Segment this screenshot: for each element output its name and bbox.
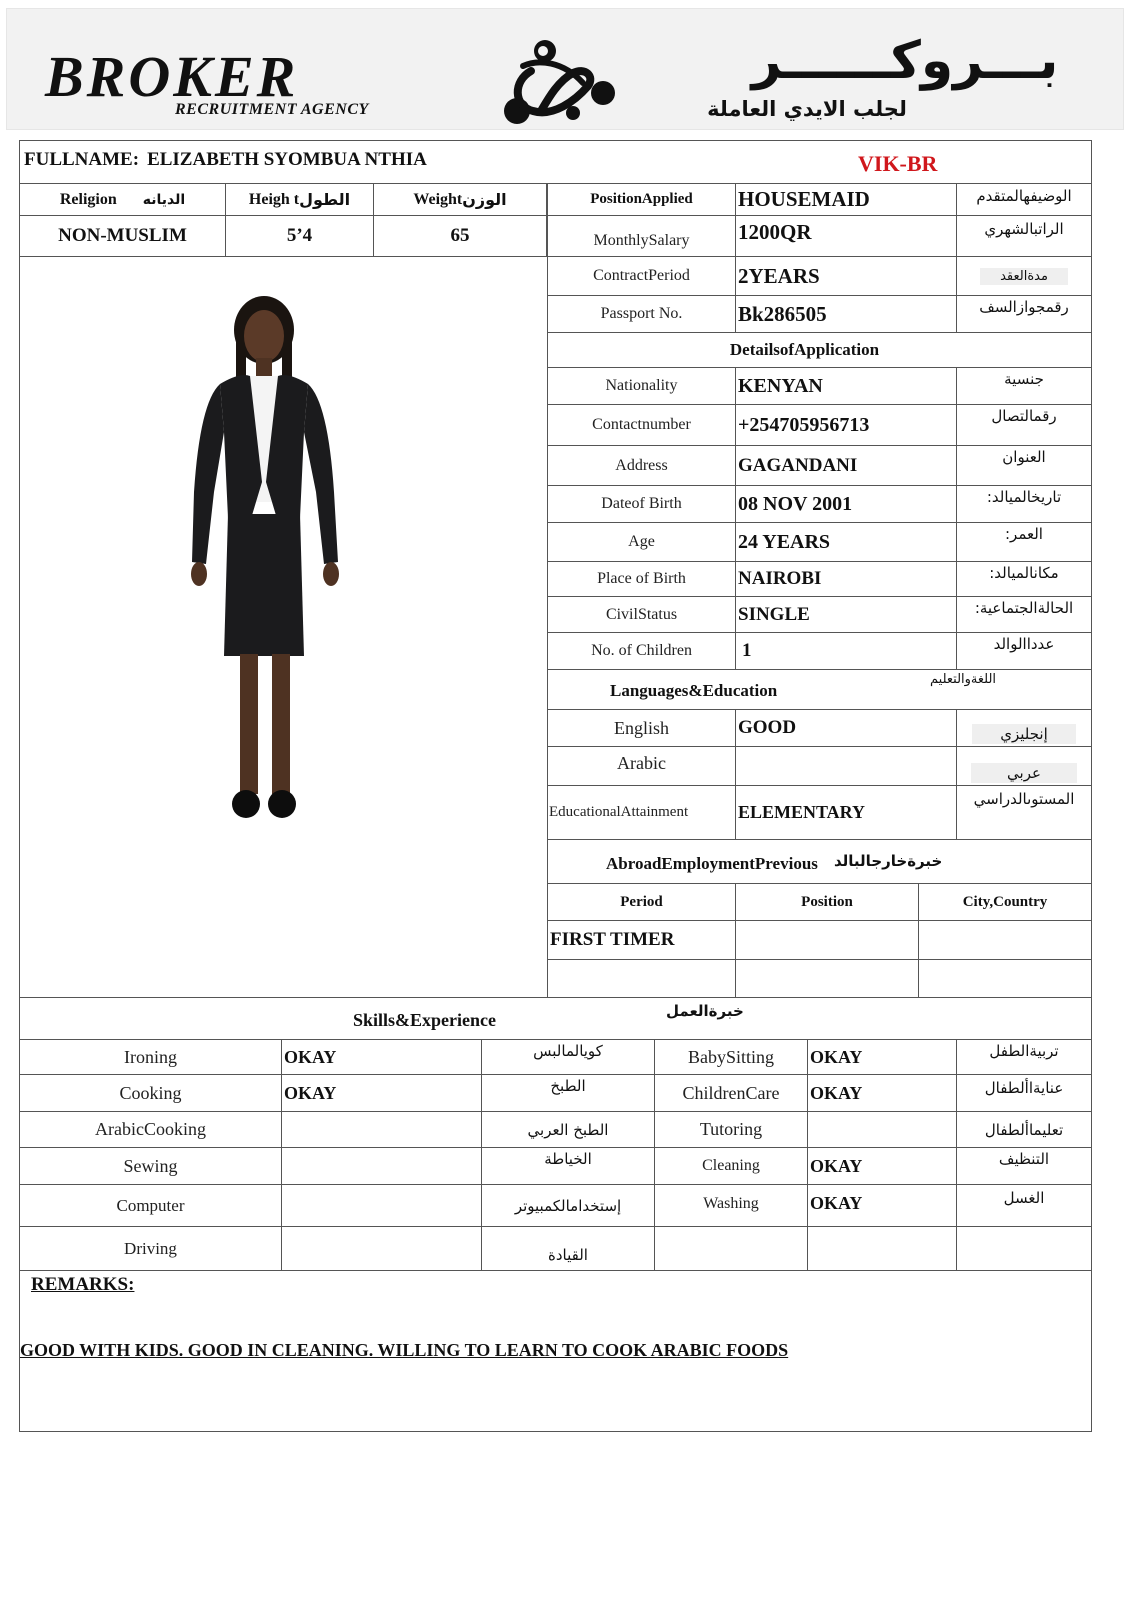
contract-label-cell: [547, 256, 736, 296]
contract-label: ContractPeriod: [593, 267, 690, 284]
skill-label-ar: الطبخ: [550, 1077, 586, 1095]
civil-label-ar: الحالةالجتماعية:: [974, 599, 1074, 617]
arabic-label: Arabic: [617, 753, 666, 773]
employment-row: [547, 920, 736, 960]
applicant-photo: [180, 292, 350, 832]
pob-value: NAIROBI: [738, 568, 822, 589]
skill-label: Cleaning: [702, 1157, 760, 1174]
skill-label-cell: [654, 1039, 808, 1075]
pob-label: Place of Birth: [597, 570, 686, 587]
skill-label: BabySitting: [687, 1046, 774, 1067]
education-value: ELEMENTARY: [738, 802, 866, 822]
skill-label-ar: كويالمالبس: [533, 1042, 603, 1060]
skill-label: Sewing: [123, 1155, 178, 1176]
religion-cell: [19, 215, 226, 257]
contact-label: Contactnumber: [592, 416, 691, 433]
employment-period-header: Period: [620, 893, 663, 910]
skill-value-cell: [281, 1111, 482, 1148]
passport-label-cell: [547, 295, 736, 333]
employment-title-ar: خبرةخارجالبالد: [834, 852, 943, 870]
children-value: 1: [742, 640, 752, 661]
skill-label-cell: [19, 1039, 282, 1075]
dob-label-ar: تاريخالميالد:: [986, 488, 1062, 506]
skill-value-cell: [281, 1184, 482, 1227]
skill-value-cell: [281, 1226, 482, 1271]
dob-label-cell: [547, 485, 736, 523]
skill-label: ArabicCooking: [95, 1119, 206, 1139]
fullname-value: ELIZABETH SYOMBUA NTHIA: [147, 149, 427, 170]
address-value: GAGANDANI: [738, 454, 858, 476]
fullname-row: [19, 140, 1092, 184]
arabic-value-cell: [735, 746, 957, 786]
weight-value: 65: [450, 225, 470, 246]
children-label: No. of Children: [591, 642, 692, 659]
skill-label: Driving: [124, 1238, 177, 1258]
contact-ar-cell: [956, 404, 1092, 446]
height-label: Heigh t: [248, 190, 300, 208]
skill-value-cell: [281, 1147, 482, 1185]
salary-label: MonthlySalary: [593, 232, 690, 249]
skill-label: Computer: [116, 1195, 185, 1215]
children-label-ar: عدداالوالد: [993, 635, 1055, 653]
dob-value: 08 NOV 2001: [738, 492, 853, 515]
skill-label: ChildrenCare: [682, 1082, 780, 1103]
contact-value-cell: [735, 404, 957, 446]
pob-value-cell: [735, 561, 957, 597]
civil-ar-cell: [956, 596, 1092, 633]
skill-label-cell: [654, 1074, 808, 1112]
children-value-cell: [735, 632, 957, 670]
skill-ar-cell: [956, 1184, 1092, 1227]
skill-value: OKAY: [284, 1082, 337, 1103]
education-value-cell: [735, 785, 957, 840]
skill-value-cell: [807, 1184, 957, 1227]
address-ar-cell: [956, 445, 1092, 486]
nationality-label: Nationality: [605, 377, 678, 394]
passport-label: Passport No.: [600, 305, 683, 322]
brand-name-en: BROKER: [45, 44, 299, 109]
remarks-text: GOOD WITH KIDS. GOOD IN CLEANING. WILLING TO LEARN TO COOK ARABIC FOODS: [20, 1340, 789, 1360]
education-label-cell: [547, 785, 736, 840]
dob-value-cell: [735, 485, 957, 523]
details-header: [547, 332, 1092, 368]
address-value-cell: [735, 445, 957, 486]
languages-title-ar: اللغةوالتعليم: [930, 672, 997, 687]
dob-ar-cell: [956, 485, 1092, 523]
employment-row: [547, 959, 736, 998]
weight-header: [373, 183, 547, 216]
skill-label: Ironing: [124, 1046, 177, 1067]
skill-value: OKAY: [284, 1046, 337, 1067]
employment-row-position: [735, 959, 919, 998]
skill-ar-cell: [956, 1074, 1092, 1112]
skill-label-ar: تربيةالطفل: [989, 1042, 1059, 1060]
pob-ar-cell: [956, 561, 1092, 597]
skill-ar-cell: [956, 1039, 1092, 1075]
civil-value: SINGLE: [738, 603, 810, 625]
passport-value: Bk286505: [738, 301, 827, 326]
passport-label-ar: رقمجوازالسف: [979, 298, 1069, 316]
salary-ar-cell: [956, 215, 1092, 257]
skills-title: Skills&Experience: [353, 1010, 496, 1030]
religion-label: Religion: [59, 190, 117, 208]
civil-label-cell: [547, 596, 736, 633]
skills-title-ar: خبرةالعمل: [666, 1002, 744, 1020]
salary-label-cell: [547, 215, 736, 257]
skill-label-cell: [654, 1226, 808, 1271]
skill-label-ar: الخياطة: [544, 1150, 592, 1168]
pob-label-cell: [547, 561, 736, 597]
languages-title: Languages&Education: [610, 681, 778, 700]
skill-value-cell: [807, 1147, 957, 1185]
contract-label-ar: مدةالعقد: [980, 268, 1068, 285]
height-header: [225, 183, 374, 216]
skill-value: OKAY: [810, 1193, 863, 1213]
skill-label-cell: [19, 1147, 282, 1185]
children-ar-cell: [956, 632, 1092, 670]
age-ar-cell: [956, 522, 1092, 562]
dob-label: Dateof Birth: [601, 495, 682, 512]
age-value: 24 YEARS: [738, 530, 831, 553]
arabic-label-ar: عربي: [971, 763, 1077, 783]
position-label-cell: [547, 183, 736, 216]
pob-label-ar: مكانالميالد:: [989, 564, 1059, 582]
weight-label: Weight: [413, 190, 463, 208]
employment-position-header: Position: [801, 893, 853, 910]
height-value: 5’4: [286, 225, 313, 246]
skill-label-cell: [654, 1184, 808, 1227]
weight-cell: [373, 215, 547, 257]
position-value: HOUSEMAID: [738, 187, 870, 211]
salary-value-cell: [735, 215, 957, 257]
skill-ar-cell: [481, 1039, 655, 1075]
skill-value: OKAY: [810, 1082, 863, 1103]
nationality-label-ar: جنسية: [1004, 370, 1044, 388]
religion-label-ar: الديانه: [142, 191, 186, 208]
employment-city-header: City,Country: [962, 893, 1048, 910]
nationality-value-cell: [735, 367, 957, 405]
employment-header: [547, 839, 1092, 884]
salary-label-ar: الراتبالشهري: [984, 220, 1064, 238]
employment-period: FIRST TIMER: [550, 929, 675, 950]
english-value: GOOD: [738, 717, 797, 738]
skill-ar-cell: [481, 1184, 655, 1227]
skill-ar-cell: [481, 1074, 655, 1112]
skill-label-cell: [19, 1074, 282, 1112]
contract-ar-cell: [956, 256, 1092, 296]
arabic-label-cell: [547, 746, 736, 786]
religion-header: [19, 183, 226, 216]
address-label-cell: [547, 445, 736, 486]
children-label-cell: [547, 632, 736, 670]
fullname-label: FULLNAME:: [24, 149, 140, 170]
skill-label-ar: تعليماألطفال: [984, 1120, 1064, 1139]
skill-label-ar: عنايةاألطفال: [984, 1079, 1064, 1097]
contact-label-ar: رقمالتصال: [991, 407, 1057, 425]
skill-label-ar: الطبخ العربي: [527, 1120, 609, 1139]
brand-name-ar: بـــروكــــــر: [751, 31, 1059, 91]
nationality-ar-cell: [956, 367, 1092, 405]
skill-label-ar: الغسل: [1003, 1189, 1045, 1207]
education-label-ar: المستوىالدراسي: [973, 790, 1075, 808]
skill-ar-cell: [481, 1147, 655, 1185]
english-ar-cell: [956, 709, 1092, 747]
arabic-ar-cell: [956, 746, 1092, 786]
nationality-value: KENYAN: [738, 374, 823, 397]
employment-row-position: [735, 920, 919, 960]
brand-subtitle-ar: لجلب الايدي العاملة: [707, 97, 907, 121]
address-label-ar: العنوان: [1002, 448, 1046, 466]
english-value-cell: [735, 709, 957, 747]
skill-label-cell: [19, 1226, 282, 1271]
age-value-cell: [735, 522, 957, 562]
weight-label-ar: الوزن: [462, 190, 507, 209]
skill-ar-cell: [956, 1111, 1092, 1148]
brand-subtitle-en: RECRUITMENT AGENCY: [175, 101, 369, 118]
english-label-cell: [547, 709, 736, 747]
religion-value: NON-MUSLIM: [58, 225, 187, 246]
skill-label-cell: [19, 1184, 282, 1227]
reference-code: VIK-BR: [858, 151, 938, 176]
skill-value-cell: [807, 1039, 957, 1075]
age-label-ar: العمر:: [1005, 525, 1043, 543]
skill-ar-cell: [956, 1147, 1092, 1185]
details-title: DetailsofApplication: [729, 340, 880, 359]
age-label: Age: [628, 533, 655, 550]
education-ar-cell: [956, 785, 1092, 840]
passport-value-cell: [735, 295, 957, 333]
remarks-title: REMARKS:: [31, 1274, 135, 1295]
salary-value: 1200QR: [738, 220, 812, 244]
employment-title: AbroadEmploymentPrevious: [606, 854, 818, 873]
skill-value-cell: [281, 1074, 482, 1112]
position-label: PositionApplied: [590, 191, 693, 207]
skill-value-cell: [807, 1111, 957, 1148]
passport-ar-cell: [956, 295, 1092, 333]
skill-ar-cell: [481, 1226, 655, 1271]
agency-banner: [6, 8, 1124, 130]
agency-logo-icon: [493, 31, 633, 131]
civil-value-cell: [735, 596, 957, 633]
skill-ar-cell: [481, 1111, 655, 1148]
height-cell: [225, 215, 374, 257]
skill-label-cell: [19, 1111, 282, 1148]
height-label-ar: الطول: [299, 190, 351, 209]
skill-ar-cell: [956, 1226, 1092, 1271]
skill-label-ar: إستخدامالكمبيوتر: [514, 1196, 622, 1215]
employment-col-city: [918, 883, 1092, 921]
employment-col-period: [547, 883, 736, 921]
contract-value-cell: [735, 256, 957, 296]
skill-value-cell: [807, 1226, 957, 1271]
skill-label-cell: [654, 1111, 808, 1148]
employment-row-city: [918, 920, 1092, 960]
skill-value-cell: [807, 1074, 957, 1112]
skill-label-ar: القيادة: [548, 1246, 588, 1264]
address-label: Address: [615, 456, 668, 474]
skill-label-ar: التنظيف: [998, 1150, 1050, 1168]
english-label: English: [613, 717, 669, 738]
skill-value: OKAY: [810, 1046, 863, 1067]
skill-label-cell: [654, 1147, 808, 1185]
nationality-label-cell: [547, 367, 736, 405]
skill-label: Cooking: [119, 1082, 182, 1103]
position-ar-cell: [956, 183, 1092, 216]
contact-label-cell: [547, 404, 736, 446]
languages-header: [547, 669, 1092, 710]
english-label-ar: إنجليزي: [972, 724, 1076, 744]
civil-label: CivilStatus: [605, 605, 678, 623]
position-value-cell: [735, 183, 957, 216]
skill-value-cell: [281, 1039, 482, 1075]
age-label-cell: [547, 522, 736, 562]
skill-label: Washing: [703, 1195, 759, 1212]
education-label: EducationalAttainment: [549, 804, 689, 820]
skills-header: [19, 997, 1092, 1040]
employment-col-position: [735, 883, 919, 921]
skill-value: OKAY: [810, 1155, 863, 1176]
contract-value: 2YEARS: [738, 263, 820, 288]
employment-row-city: [918, 959, 1092, 998]
position-label-ar: الوضيفهالمتقدم: [976, 187, 1072, 205]
contact-value: +254705956713: [738, 413, 870, 436]
skill-label: Tutoring: [699, 1119, 763, 1139]
